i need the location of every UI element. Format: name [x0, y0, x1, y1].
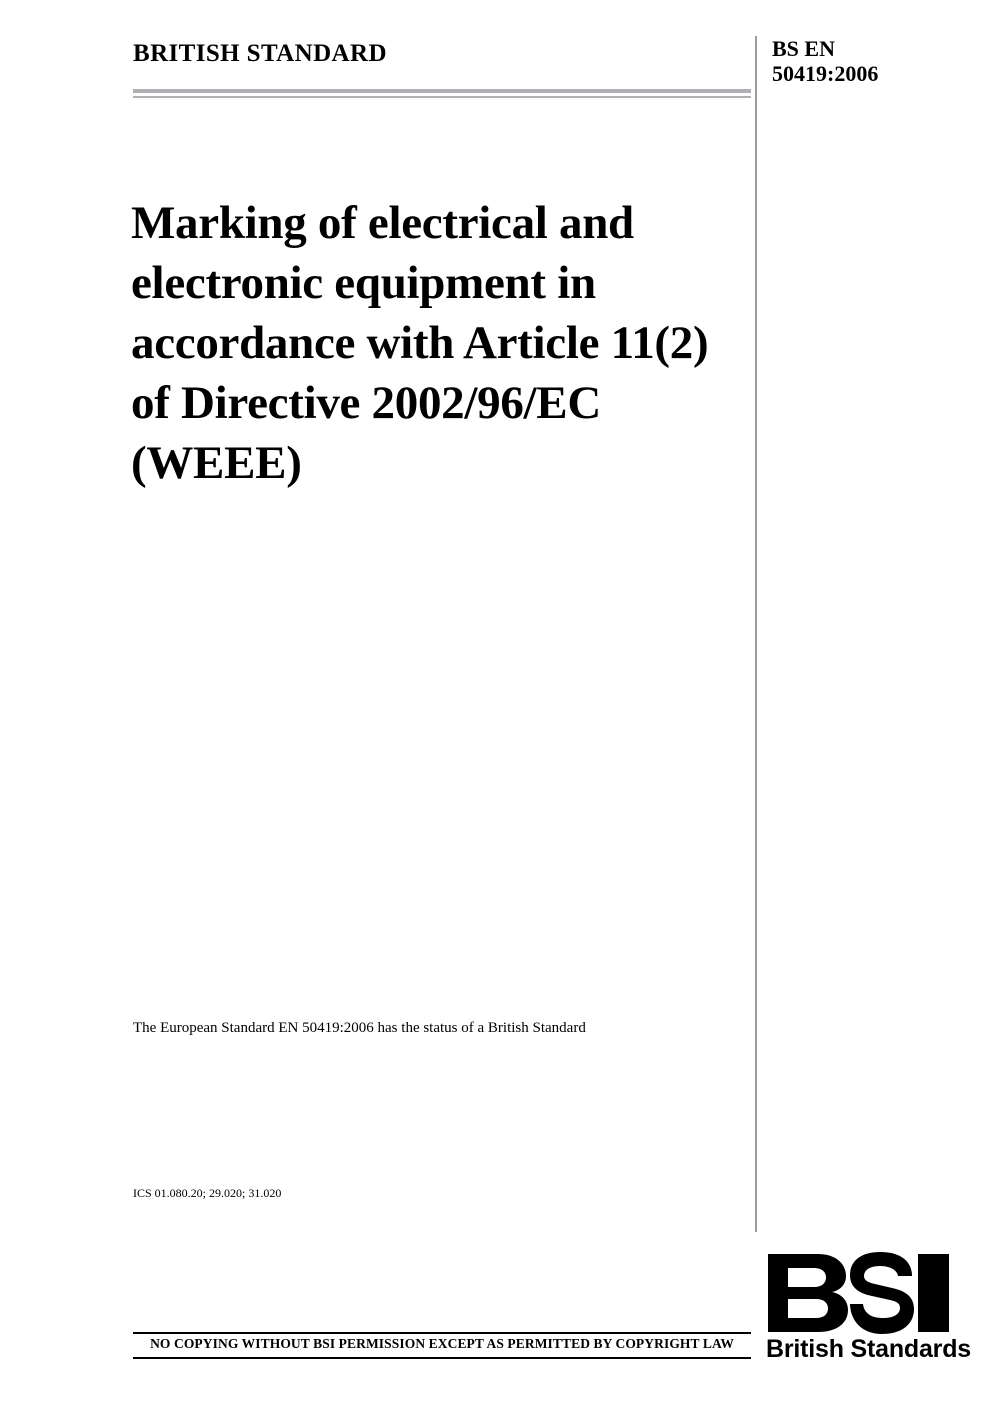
footer-rule-bottom [133, 1357, 751, 1359]
page-title: Marking of electrical and electronic equipment in accordance with Article 11(2) of Directive 2002/96/EC (WEEE) [131, 197, 709, 489]
header-rule-thick [133, 89, 751, 93]
bsi-wordmark: British Standards [766, 1335, 971, 1363]
standard-reference-line1: BS EN [772, 36, 835, 61]
page-header [133, 36, 951, 86]
footer-rule-top [133, 1332, 751, 1334]
standard-reference-line2: 50419:2006 [772, 61, 879, 86]
british-standard-label: BRITISH STANDARD [133, 40, 387, 67]
bsi-logo [766, 1252, 971, 1364]
vertical-divider [755, 36, 757, 1232]
standard-reference [772, 36, 878, 86]
bsi-logo-icon [766, 1252, 951, 1334]
copyright-notice: NO COPYING WITHOUT BSI PERMISSION EXCEPT AS PERMITTED BY COPYRIGHT LAW [150, 1336, 734, 1351]
header-rule-thin [133, 96, 751, 98]
status-note: The European Standard EN 50419:2006 has the status of a British Standard [133, 1020, 586, 1036]
ics-codes: ICS 01.080.20; 29.020; 31.020 [133, 1186, 282, 1200]
